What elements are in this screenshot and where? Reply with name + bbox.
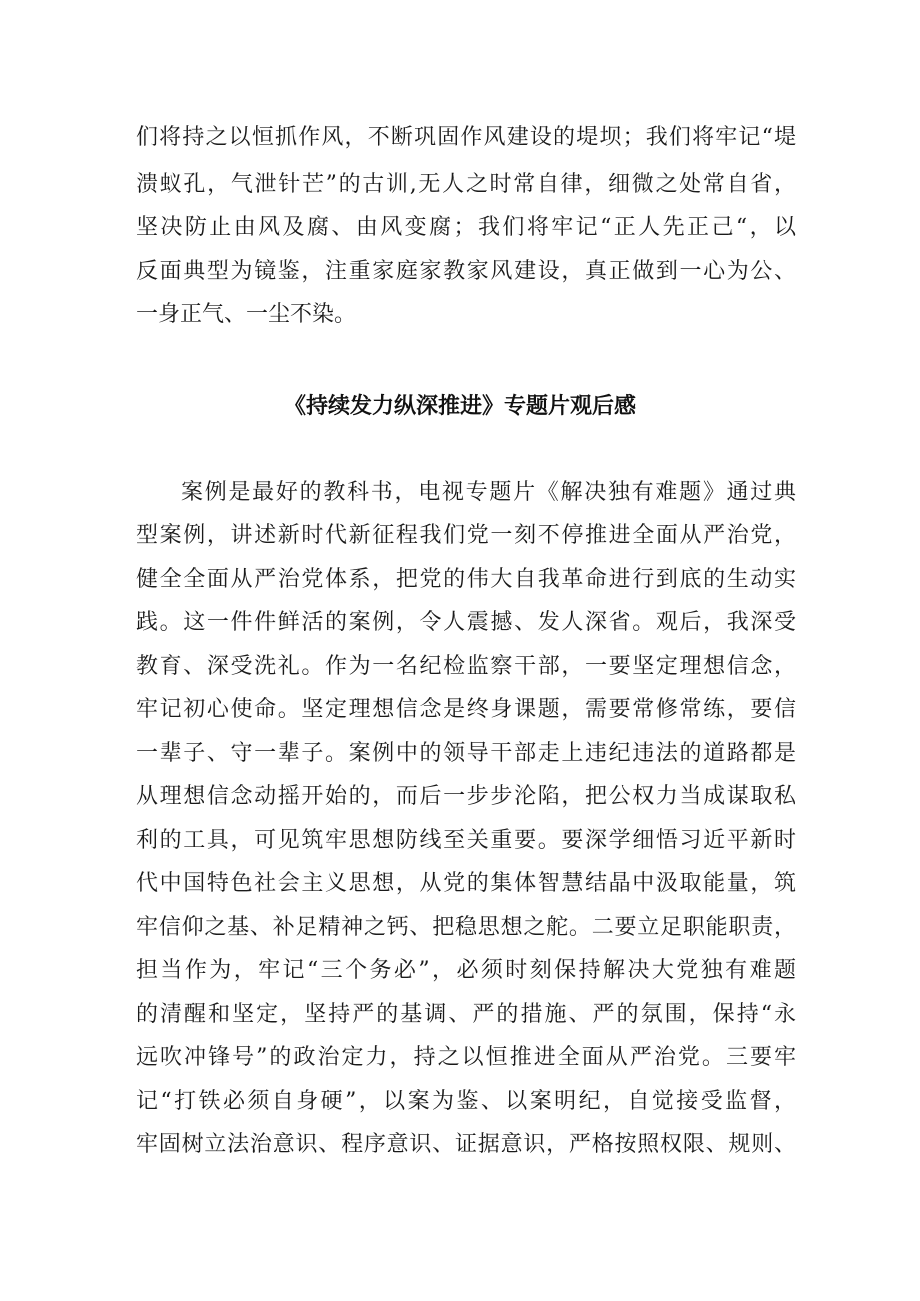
paragraph-line: 担当作为，牢记“三个务必”，必须时刻保持解决大党独有难题: [136, 958, 796, 983]
paragraph-line: 坚决防止由风及腐、由风变腐；我们将牢记“正人先正己“，以: [136, 215, 796, 240]
paragraph-line: 牢记初心使命。坚定理想信念是终身课题，需要常修常练，要信: [136, 697, 796, 722]
paragraph-line: 一身正气、一尘不染。: [136, 302, 357, 327]
paragraph-line: 践。这一件件鲜活的案例，令人震撼、发人深省。观后，我深受: [136, 610, 796, 635]
paragraph-line: 从理想信念动摇开始的，而后一步步沦陷，把公权力当成谋取私: [136, 784, 796, 809]
paragraph-line: 的清醒和坚定，坚持严的基调、严的措施、严的氛围，保持“永: [136, 1002, 796, 1027]
paragraph-line: 溃蚁孔，气泄针芒”的古训,无人之时常自律，细微之处常自省，: [136, 172, 796, 197]
paragraph-line: 型案例，讲述新时代新征程我们党一刻不停推进全面从严治党，: [136, 523, 796, 548]
paragraph-line: 牢固树立法治意识、程序意识、证据意识，严格按照权限、规则、: [136, 1132, 796, 1157]
paragraph-line: 反面典型为镜鉴，注重家庭家教家风建设，真正做到一心为公、: [136, 259, 796, 284]
paragraph-line: 健全全面从严治党体系，把党的伟大自我革命进行到底的生动实: [136, 567, 796, 592]
paragraph-line: 教育、深受洗礼。作为一名纪检监察干部，一要坚定理想信念，: [136, 654, 796, 679]
paragraph-line: 牢信仰之基、补足精神之钙、把稳思想之舵。二要立足职能职责，: [136, 915, 796, 940]
paragraph-line: 利的工具，可见筑牢思想防线至关重要。要深学细悟习近平新时: [136, 828, 796, 853]
article-title: 《持续发力纵深推进》专题片观后感: [283, 394, 636, 419]
paragraph-line: 记“打铁必须自身硬”，以案为鉴、以案明纪，自觉接受监督，: [136, 1089, 796, 1114]
paragraph-line: 们将持之以恒抓作风，不断巩固作风建设的堤坝；我们将牢记“堤: [136, 125, 796, 150]
paragraph-line: 代中国特色社会主义思想，从党的集体智慧结晶中汲取能量，筑: [136, 871, 796, 896]
paragraph-line: 一辈子、守一辈子。案例中的领导干部走上违纪违法的道路都是: [136, 741, 796, 766]
paragraph-line: 案例是最好的教科书，电视专题片《解决独有难题》通过典: [181, 480, 796, 505]
paragraph-line: 远吹冲锋号”的政治定力，持之以恒推进全面从严治党。三要牢: [136, 1045, 796, 1070]
